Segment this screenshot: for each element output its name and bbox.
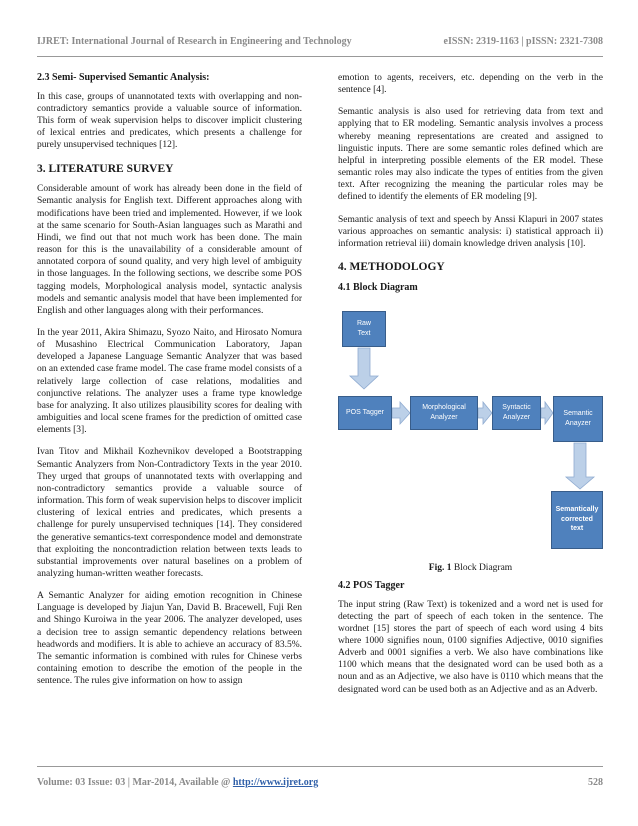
section-4-1-title: 4.1 Block Diagram bbox=[338, 281, 418, 293]
section-4-2-title: 4.2 POS Tagger bbox=[338, 579, 405, 591]
pos-tagger-paragraph: The input string (Raw Text) is tokenized and a word net is used for detecting the part of speech of each token in the sentence. The wordnet [15] stores the part of speech of each word using 4 bits where 1000 signifies noun, 0100 signifies Adjective, 0010 signifies Adverb and 0001 signifies a verb. We also have combinations like 1100 which means that the designated word can be used both as a noun and as an Adjective, we also have is 0110 which means that the designated word can be used both as an Adjective and as an Adverb. bbox=[338, 599, 603, 695]
issn-info: eISSN: 2319-1163 | pISSN: 2321-7308 bbox=[443, 36, 603, 47]
semantic-analyzer-box: Semantic Anayzer bbox=[553, 396, 603, 442]
literature-paragraph-4: A Semantic Analyzer for aiding emotion recognition in Chinese Language is developed by Jiajun Yan, David B. Bracewell, Fuji Ren and Shingo Kuroiwa in the year 2006. The analyzer developed, uses a decision tree to assign semantic dependency relations between headwords and modifiers. It is able to achieve an accuracy of 83.5%. The semantic information is combined with rules for Chinese verbs containing emotion to describe the emotion of the people in the sentence. The rules give information on how to assign bbox=[37, 591, 302, 687]
block-diagram bbox=[338, 301, 603, 556]
literature-paragraph-2: In the year 2011, Akira Shimazu, Syozo Naito, and Hirosato Nomura of Musashino Electrical Communication Laboratory, Japan developed a Japanese Language Semantic Analyzer that was based on an extended case frame model. The case frame model consists of a relatively large collection of case relations, modalities and conjunctive relations. The analyzer uses a frame type knowledge base for analyzing. It also utilizes plausibility scores for dealing with ambiguities and local scene frames for the prediction of omitted case elements [3]. bbox=[37, 328, 302, 436]
section-3-title: 3. LITERATURE SURVEY bbox=[37, 162, 174, 175]
footer-rule bbox=[37, 766, 603, 767]
right-paragraph-2: Semantic analysis is also used for retrieving data from text and applying that to ER modeling. Semantic analysis involves a process whereby meaning representations are created and assigned to linguistic inputs. There are some semantic roles defined which are helpful in interpreting possible elements of the ER model. These semantic roles may also indicate the types of entities from the given text. After recognizing the meaning the particular roles may be defined to identify the elements of ER modeling [9]. bbox=[338, 107, 603, 203]
page-number: 528 bbox=[588, 777, 603, 788]
arrow-semantic-to-corrected bbox=[566, 443, 594, 489]
right-column bbox=[338, 72, 603, 706]
figure-caption-text: Block Diagram bbox=[453, 562, 513, 573]
pos-tagger-box: POS Tagger bbox=[338, 396, 392, 430]
section-2-3-title: 2.3 Semi- Supervised Semantic Analysis: bbox=[37, 72, 210, 83]
right-paragraph-1: emotion to agents, receivers, etc. depending on the verb in the sentence [4]. bbox=[338, 73, 603, 96]
journal-link[interactable]: http://www.ijret.org bbox=[232, 777, 319, 788]
morphological-analyzer-box: Morphological Analyzer bbox=[410, 396, 478, 430]
header-rule bbox=[37, 56, 603, 57]
right-paragraph-3: Semantic analysis of text and speech by Anssi Klapuri in 2007 states various approaches on semantic analysis: i) statistical approach ii) information retrieval iii) domain knowledge driven analysis [10]. bbox=[338, 214, 603, 249]
figure-caption bbox=[338, 562, 603, 574]
page-header bbox=[37, 36, 603, 47]
literature-paragraph-3: Ivan Titov and Mikhail Kozhevnikov developed a Bootstrapping Semantic Analyzers from Non-Contradictory Texts in the year 2010. They urged that groups of unannotated texts with overlapping and non-contradictory semantics provide a valuable source of information. This form of weak supervision helps to discover implicit clustering of lexical entries and predicates, which presents a challenge for purely unsupervised techniques [14]. They considered the generative semantics-text correspondence model and demonstrate that exploiting the noncontradiction relation between texts leads to substantial improvements over natural baselines on a problem of analyzing human-written weather forecasts. bbox=[37, 447, 302, 579]
figure-label: Fig. 1 bbox=[428, 562, 452, 573]
arrow-pos-to-morph bbox=[392, 402, 410, 424]
footer-volume: Volume: 03 Issue: 03 | Mar-2014, Available @ http://www.ijret.org bbox=[37, 777, 319, 788]
arrow-morph-to-syntactic bbox=[478, 402, 492, 424]
semantically-corrected-text-box: Semantically corrected text bbox=[551, 491, 603, 549]
raw-text-box: Raw Text bbox=[342, 311, 386, 347]
page-footer bbox=[37, 777, 603, 788]
syntactic-analyzer-box: Syntactic Analyzer bbox=[492, 396, 541, 430]
section-2-3-paragraph: In this case, groups of unannotated texts with overlapping and non-contradictory semantics provide a valuable source of information. This form of weak supervision helps to discover implicit clustering of lexical entries and predicates, which presents a challenge for purely unsupervised techniques [12]. bbox=[37, 91, 302, 151]
literature-paragraph-1: Considerable amount of work has already been done in the field of Semantic analysis for English text. Different approaches along with modifications have been tried and implemented. However, if we look at the same scenario for South-Asian languages such as Marathi and Hindi, we find out that not much work has been done. The main reason for this is the unavailability of a considerable amount of annotated corpora of sound quality, and very high level of ambiguity in those languages. In the following sections, we describe some POS tagging models, Morphological analysis model, syntactic analysis models and semantic analysis model that have been implemented for English and other languages along with their performances. bbox=[37, 184, 302, 316]
arrow-syntactic-to-semantic bbox=[541, 402, 553, 424]
section-4-title: 4. METHODOLOGY bbox=[338, 261, 445, 274]
arrow-raw-to-pos bbox=[350, 348, 378, 389]
journal-title: IJRET: International Journal of Research in Engineering and Technology bbox=[37, 36, 352, 47]
left-column bbox=[37, 72, 302, 697]
